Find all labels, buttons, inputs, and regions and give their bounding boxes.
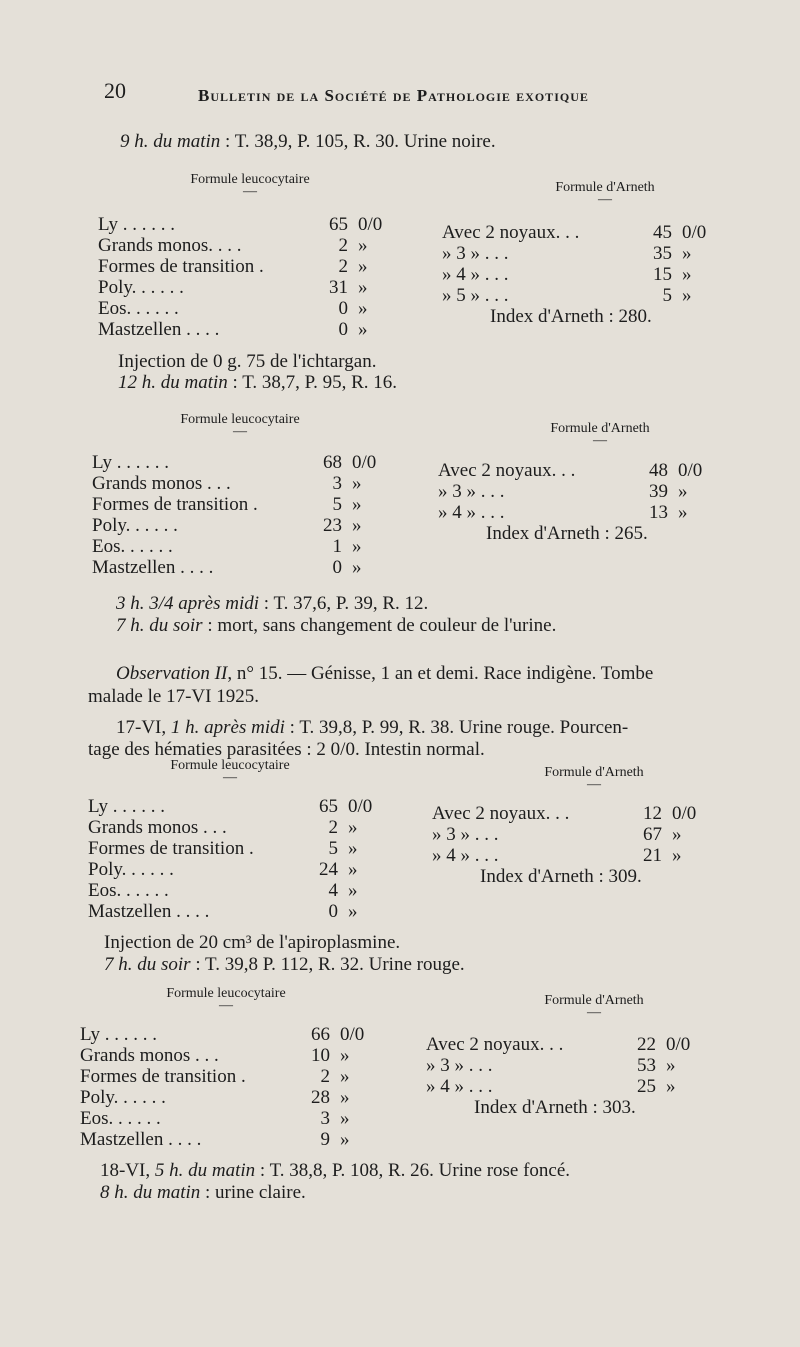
vitals-text: : T. 38,9, P. 105, R. 30. Urine noire. (220, 131, 496, 152)
table-row: Mastzellen . . . . 0 » (98, 319, 368, 340)
time-label: 9 h. du matin (120, 131, 221, 152)
vitals-text: : T. 38,7, P. 95, R. 16. (227, 372, 398, 393)
leuco-caption: Formule leucocytaire — (166, 986, 286, 1013)
table-row: Eos. . . . . . 0 » (98, 298, 368, 319)
table-row: Mastzellen . . . . 9 » (80, 1129, 350, 1150)
observation-text: malade le 17-VI 1925. (88, 686, 259, 707)
table-row: Avec 2 noyaux. . . 48 0/0 (438, 460, 703, 481)
leuco-table (88, 796, 398, 922)
arneth-table (438, 460, 718, 544)
table-row: Eos. . . . . . 1 » (92, 536, 362, 557)
table-row: Formes de transition . 5 » (88, 838, 358, 859)
leuco-caption: Formule leucocytaire — (180, 412, 300, 439)
arneth-caption: Formule d'Arneth — (544, 765, 644, 792)
table-row: Formes de transition . 2 » (98, 256, 368, 277)
table-row: Eos. . . . . . 4 » (88, 880, 358, 901)
table-row: Avec 2 noyaux. . . 45 0/0 (442, 222, 707, 243)
table-row: Poly. . . . . . 28 » (80, 1087, 350, 1108)
table-row: Grands monos . . . 2 » (88, 817, 358, 838)
arneth-caption: Formule d'Arneth — (550, 421, 650, 448)
table-row: Formes de transition . 2 » (80, 1066, 350, 1087)
table-row: Mastzellen . . . . 0 » (88, 901, 358, 922)
time-line: 3 h. 3/4 après midi : T. 37,6, P. 39, R. 12. (116, 593, 429, 614)
leuco-caption: Formule leucocytaire — (190, 172, 310, 199)
leuco-table (92, 452, 402, 578)
table-row: Grands monos. . . . 2 » (98, 235, 368, 256)
table-row: Ly . . . . . . 65 0/0 (88, 796, 373, 817)
table-row: » 3 » . . . 67 » (432, 824, 682, 845)
leuco-caption: Formule leucocytaire — (170, 758, 290, 785)
table-row: Grands monos . . . 10 » (80, 1045, 350, 1066)
table-row: » 3 » . . . 53 » (426, 1055, 676, 1076)
intro-line: Injection de 20 cm³ de l'apiroplasmine. (104, 932, 401, 953)
table-row: Eos. . . . . . 3 » (80, 1108, 350, 1129)
leuco-table (98, 214, 408, 340)
table-row: » 4 » . . . 21 » (432, 845, 682, 866)
time-label: 7 h. du soir (104, 954, 191, 975)
arneth-index: Index d'Arneth : 309. (480, 866, 642, 887)
table-row: Ly . . . . . . 65 0/0 (98, 214, 383, 235)
table-row: Poly. . . . . . 24 » (88, 859, 358, 880)
time-line: 18-VI, 5 h. du matin : T. 38,8, P. 108, R. 26. Urine rose foncé. (100, 1160, 571, 1181)
observation-text: tage des hématies parasitées : 2 0/0. Intestin normal. (88, 739, 485, 760)
vitals-text: : T. 39,8 P. 112, R. 32. Urine rouge. (190, 954, 465, 975)
table-row: » 3 » . . . 39 » (438, 481, 688, 502)
table-row: Formes de transition . 5 » (92, 494, 362, 515)
running-title: Bulletin de la Société de Pathologie exotique (198, 86, 589, 105)
table-row: Ly . . . . . . 66 0/0 (80, 1024, 365, 1045)
page-number: 20 (104, 78, 126, 103)
table-row: Mastzellen . . . . 0 » (92, 557, 362, 578)
arneth-index: Index d'Arneth : 303. (474, 1097, 636, 1118)
intro-line (104, 954, 465, 976)
observation-text: 17-VI, 1 h. après midi : T. 39,8, P. 99, R. 38. Urine rouge. Pourcen- (116, 717, 629, 738)
table-row: Poly. . . . . . 23 » (92, 515, 362, 536)
arneth-table (426, 1034, 706, 1118)
arneth-index: Index d'Arneth : 280. (490, 306, 652, 327)
time-label: 12 h. du matin (118, 372, 228, 393)
table-row: » 4 » . . . 13 » (438, 502, 688, 523)
table-row: Avec 2 noyaux. . . 12 0/0 (432, 803, 697, 824)
arneth-caption: Formule d'Arneth — (555, 180, 655, 207)
table-row: Ly . . . . . . 68 0/0 (92, 452, 377, 473)
intro-line (120, 131, 496, 153)
intro-line: Injection de 0 g. 75 de l'ichtargan. (118, 351, 377, 372)
arneth-table (442, 222, 722, 327)
table-row: » 3 » . . . 35 » (442, 243, 692, 264)
table-row: Avec 2 noyaux. . . 22 0/0 (426, 1034, 691, 1055)
time-line: 8 h. du matin : urine claire. (100, 1182, 306, 1203)
table-row: » 4 » . . . 25 » (426, 1076, 676, 1097)
table-row: Grands monos . . . 3 » (92, 473, 362, 494)
arneth-table (432, 803, 712, 887)
time-line: 7 h. du soir : mort, sans changement de couleur de l'urine. (116, 615, 557, 636)
table-row: Poly. . . . . . 31 » (98, 277, 368, 298)
table-row: » 4 » . . . 15 » (442, 264, 692, 285)
table-row: » 5 » . . . 5 » (442, 285, 692, 306)
arneth-caption: Formule d'Arneth — (544, 993, 644, 1020)
observation-heading: Observation II, n° 15. — Génisse, 1 an et demi. Race indigène. Tombe (116, 663, 654, 684)
intro-line (118, 372, 397, 394)
leuco-table (80, 1024, 390, 1150)
arneth-index: Index d'Arneth : 265. (486, 523, 648, 544)
